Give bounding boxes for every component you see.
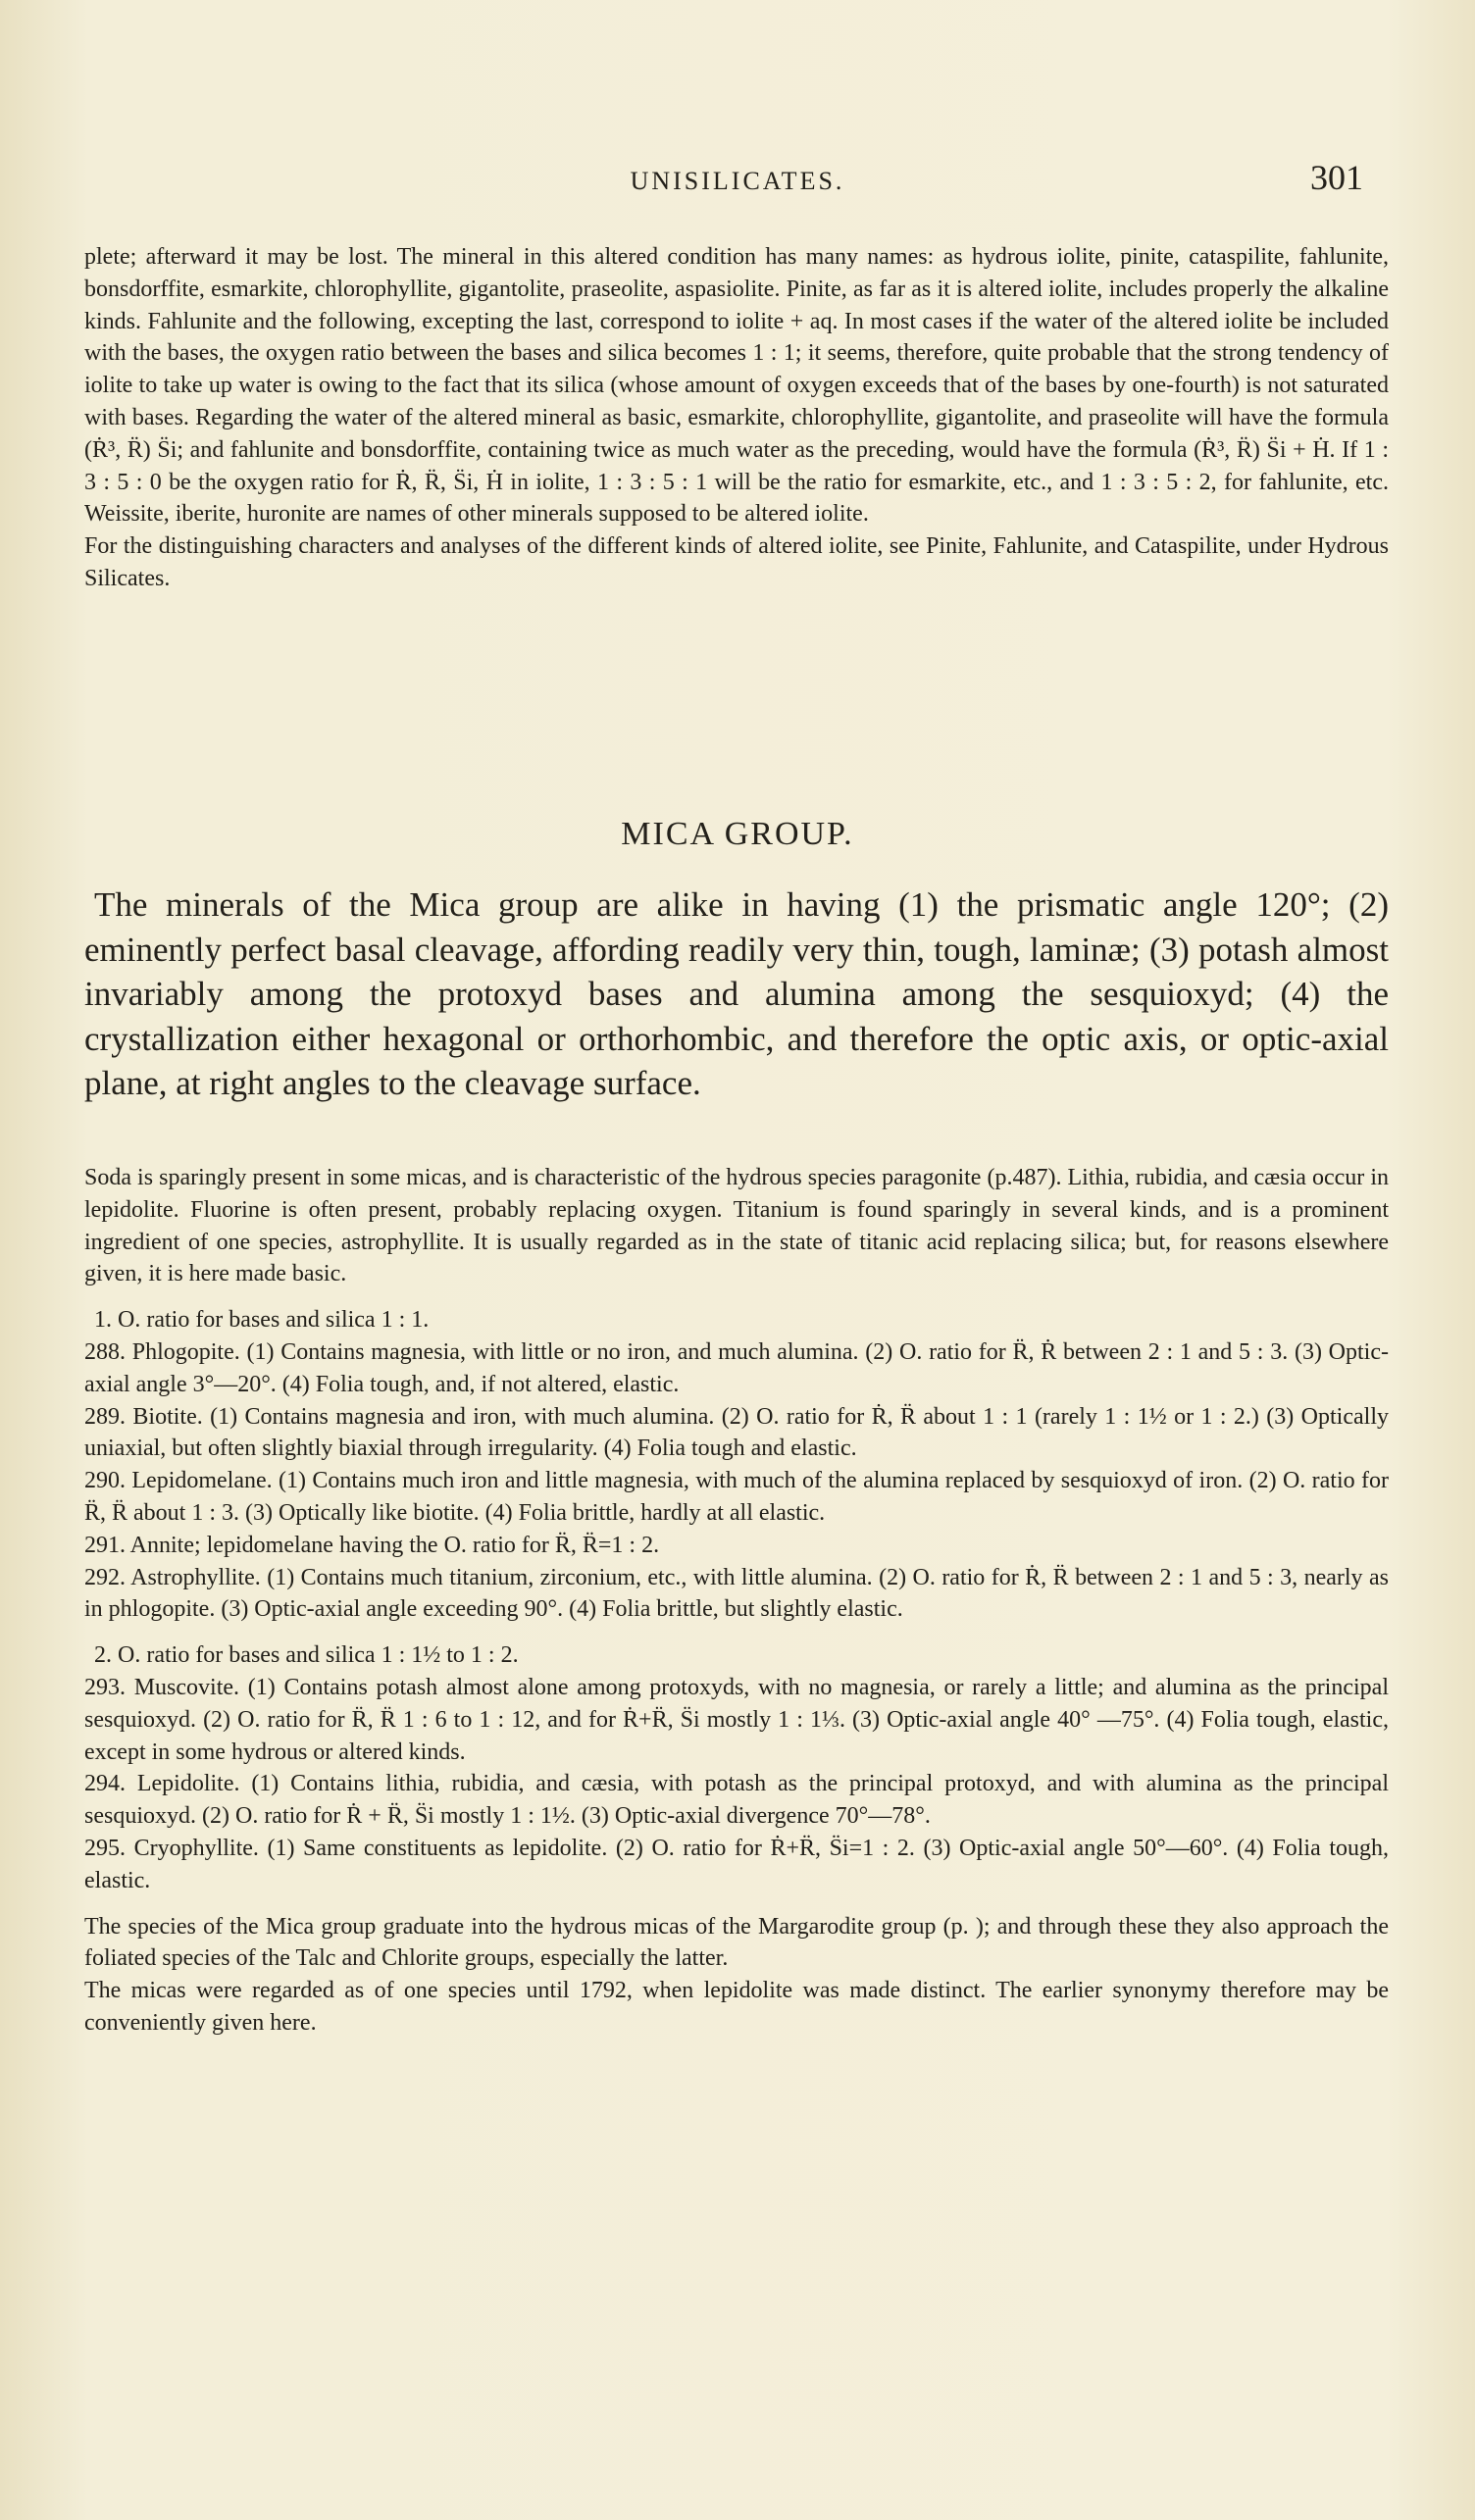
iolite-section — [84, 241, 1389, 595]
species-293-muscovite: 293. Muscovite. (1) Contains potash almost alone among protoxyds, with no magnesia, or rarely a little; and alumina as the principal sesquioxyd. (2) O. ratio for R̈, R̈ 1 : 6 to 1 : 12, and for Ṙ+R̈, S̈i mostly 1 : 1⅓. (3) Optic-axial angle 40° —75°. (4) Folia tough, elastic, except in some hydrous or altered kinds. — [84, 1674, 1389, 1765]
species-294-lepidolite: 294. Lepidolite. (1) Contains lithia, rubidia, and cæsia, with potash as the principal protoxyd, and with alumina as the principal sesquioxyd. (2) O. ratio for Ṙ + R̈, S̈i mostly 1 : 1½. (3) Optic-axial divergence 70°—78°. — [84, 1771, 1389, 1830]
synonymy-paragraph: The micas were regarded as of one species until 1792, when lepidolite was made distinct. The earlier synonymy therefore may be conveniently given here. — [84, 1978, 1389, 2036]
species-289-biotite: 289. Biotite. (1) Contains magnesia and iron, with much alumina. (2) O. ratio for Ṙ, R̈ about 1 : 1 (rarely 1 : 1½ or 1 : 2.) (3) Optically uniaxial, but often slightly biaxial through irregularity. (4) Folia tough and elastic. — [84, 1403, 1389, 1462]
running-title: UNISILICATES. — [630, 167, 845, 195]
division-1-heading: 1. O. ratio for bases and silica 1 : 1. — [94, 1307, 430, 1334]
species-292-astrophyllite: 292. Astrophyllite. (1) Contains much titanium, zirconium, etc., with little alumina. (2) O. ratio for Ṙ, R̈ between 2 : 1 and 5 : 3, nearly as in phlogopite. (3) Optic-axial angle exceeding 90°. (4) Folia brittle, but slightly elastic. — [84, 1564, 1389, 1623]
species-288-phlogopite: 288. Phlogopite. (1) Contains magnesia, with little or no iron, and much alumina. (2) O. ratio for R̈, Ṙ between 2 : 1 and 5 : 3. (3) Optic-axial angle 3°—20°. (4) Folia tough, and, if not altered, elastic. — [84, 1338, 1389, 1397]
closing-paragraph: The species of the Mica group graduate into the hydrous micas of the Margarodite group (p. ); and through these they also approach the foliated species of the Talc and Chlorite groups, especially the latter. — [84, 1913, 1389, 1972]
iolite-paragraph: plete; afterward it may be lost. The mineral in this altered condition has many names: as hydrous iolite, pinite, cataspilite, fahlunite, bonsdorffite, esmarkite, chlorophyllite, gigantolite, praseolite, aspasiolite. Pinite, as far as it is altered iolite, includes properly the alkaline kinds. Fahlunite and the following, excepting the last, correspond to iolite + aq. In most cases if the water of the altered iolite be included with the bases, the oxygen ratio between the bases and silica becomes 1 : 1; it seems, therefore, quite probable that the strong tendency of iolite to take up water is owing to the fact that its silica (whose amount of oxygen exceeds that of the bases by one-fourth) is not saturated with bases. Regarding the water of the altered mineral as basic, esmarkite, chlorophyllite, gigantolite, and praseolite will have the formula (Ṙ³, R̈) S̈i; and fahlunite and bonsdorffite, containing twice as much water as the preceding, would have the formula (Ṙ³, R̈) S̈i + Ḣ. If 1 : 3 : 5 : 0 be the oxygen ratio for Ṙ, R̈, S̈i, Ḣ in iolite, 1 : 3 : 5 : 1 will be the ratio for esmarkite, etc., and 1 : 3 : 5 : 2, for fahlunite, etc. Weissite, iberite, huronite are names of other minerals supposed to be altered iolite. — [84, 244, 1389, 528]
mica-body — [84, 1162, 1389, 2040]
iolite-reference-paragraph: For the distinguishing characters and analyses of the different kinds of altered iolite, see Pinite, Fahlunite, and Cataspilite, under Hydrous Silicates. — [84, 533, 1389, 591]
division-2-heading: 2. O. ratio for bases and silica 1 : 1½ to 1 : 2. — [94, 1642, 519, 1669]
mica-lead-block — [84, 882, 1389, 1106]
species-295-cryophyllite: 295. Cryophyllite. (1) Same constituents as lepidolite. (2) O. ratio for Ṙ+R̈, S̈i=1 : 2. (3) Optic-axial angle 50°—60°. (4) Folia tough, elastic. — [84, 1835, 1389, 1893]
species-290-lepidomelane: 290. Lepidomelane. (1) Contains much iron and little magnesia, with much of the alumina replaced by sesquioxyd of iron. (2) O. ratio for R̈, R̈ about 1 : 3. (3) Optically like biotite. (4) Folia brittle, hardly at all elastic. — [84, 1468, 1389, 1526]
soda-paragraph: Soda is sparingly present in some micas, and is characteristic of the hydrous species paragonite (p.487). Lithia, rubidia, and cæsia occur in lepidolite. Fluorine is often present, probably replacing oxygen. Titanium is found sparingly in several kinds, and is a prominent ingredient of one species, astrophyllite. It is usually regarded as in the state of titanic acid replacing silica; but, for reasons elsewhere given, it is here made basic. — [84, 1165, 1389, 1287]
page-number: 301 — [1310, 158, 1363, 197]
species-291-annite: 291. Annite; lepidomelane having the O. ratio for R̈, R̈=1 : 2. — [84, 1532, 660, 1558]
section-title-mica-group: MICA GROUP. — [621, 816, 854, 852]
mica-lead-paragraph: The minerals of the Mica group are alike in having (1) the prismatic angle 120°; (2) eminently perfect basal cleavage, affording readily very thin, tough, laminæ; (3) potash almost invariably among the protoxyd bases and alumina among the sesquioxyd; (4) the crystallization either hexagonal or orthorhombic, and therefore the optic axis, or optic-axial plane, at right angles to the cleavage surface. — [84, 885, 1389, 1103]
